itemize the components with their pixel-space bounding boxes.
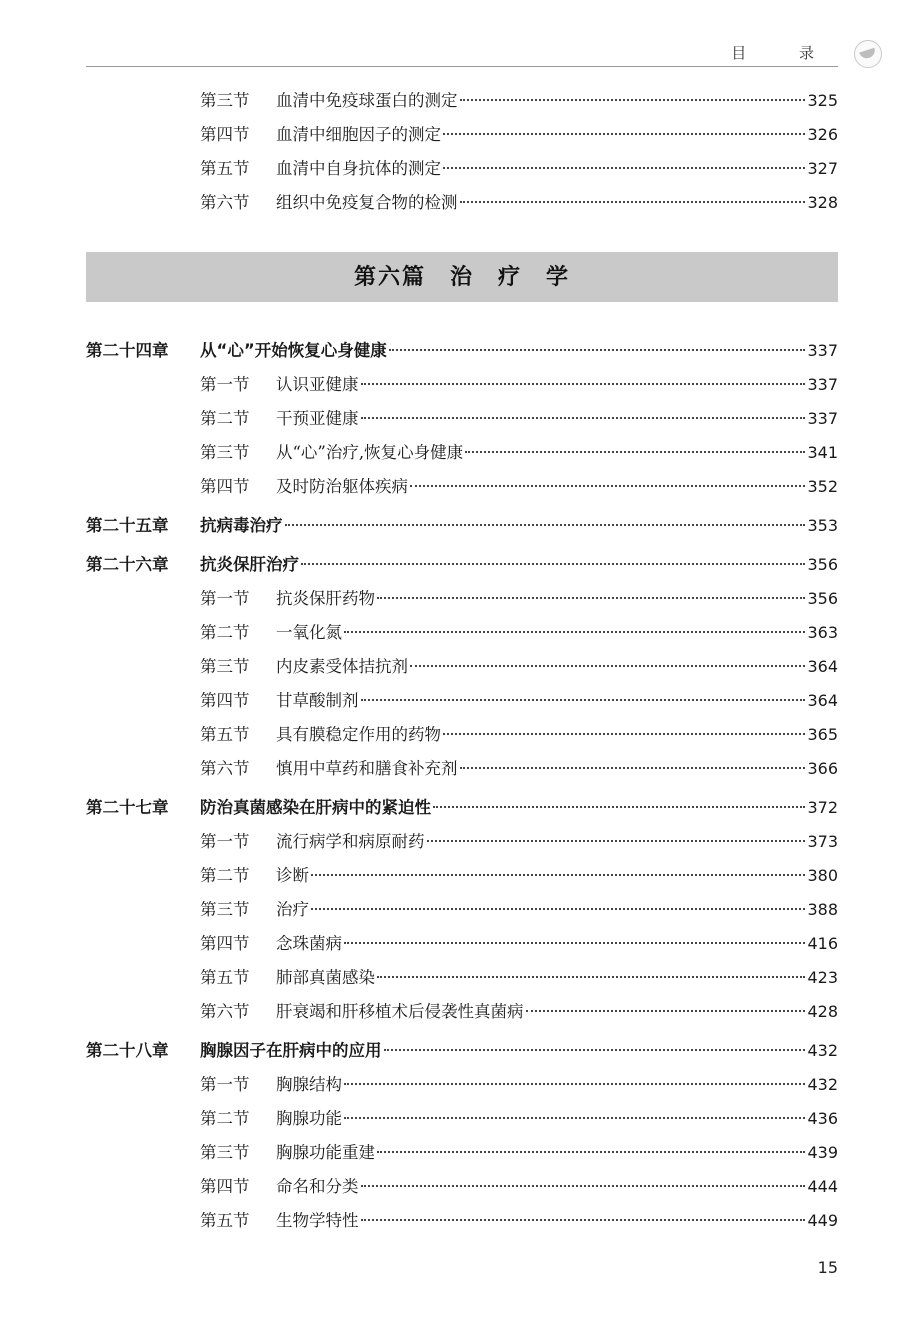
dot-leader <box>311 874 805 876</box>
toc-section-entry[interactable] <box>86 893 838 927</box>
page-ref: 337 <box>807 375 838 394</box>
toc-section-entry[interactable] <box>86 961 838 995</box>
page-corner-icon <box>854 40 882 68</box>
section-title: 流行病学和病原耐药 <box>276 832 425 851</box>
dot-leader <box>384 1049 806 1051</box>
chapter-title: 从“心”开始恢复心身健康 <box>200 341 387 360</box>
section-title: 血清中免疫球蛋白的测定 <box>276 91 458 110</box>
dot-leader <box>377 597 805 599</box>
toc-section-entry[interactable] <box>86 1068 838 1102</box>
page-ref: 373 <box>807 832 838 851</box>
chapter-number: 第二十四章 <box>86 341 169 360</box>
toc-section-entry[interactable] <box>86 402 838 436</box>
dot-leader <box>410 485 805 487</box>
section-number: 第三节 <box>200 1143 250 1162</box>
toc-top-sections <box>86 84 838 220</box>
page-ref: 439 <box>807 1143 838 1162</box>
section-number: 第四节 <box>200 1177 250 1196</box>
section-title: 认识亚健康 <box>276 375 359 394</box>
toc-chapters <box>86 334 838 1238</box>
section-title: 具有膜稳定作用的药物 <box>276 725 441 744</box>
section-title: 一氧化氮 <box>276 623 342 642</box>
page-ref: 444 <box>807 1177 838 1196</box>
section-title: 慎用中草药和膳食补充剂 <box>276 759 458 778</box>
section-number: 第三节 <box>200 443 250 462</box>
section-number: 第一节 <box>200 375 250 394</box>
section-title: 胸腺结构 <box>276 1075 342 1094</box>
section-number: 第一节 <box>200 1075 250 1094</box>
dot-leader <box>344 1117 805 1119</box>
section-title: 从“心”治疗,恢复心身健康 <box>276 443 464 462</box>
page-number: 15 <box>817 1258 838 1277</box>
page-ref: 363 <box>807 623 838 642</box>
toc-section-entry[interactable] <box>86 650 838 684</box>
section-number: 第二节 <box>200 623 250 642</box>
chapter-title: 抗炎保肝治疗 <box>200 555 299 574</box>
page-ref: 337 <box>807 409 838 428</box>
dot-leader <box>344 942 805 944</box>
section-title: 甘草酸制剂 <box>276 691 359 710</box>
section-title: 抗炎保肝药物 <box>276 589 375 608</box>
section-number: 第五节 <box>200 725 250 744</box>
section-title: 诊断 <box>276 866 309 885</box>
dot-leader <box>361 1219 806 1221</box>
page-ref: 341 <box>807 443 838 462</box>
section-number: 第一节 <box>200 589 250 608</box>
section-title: 血清中细胞因子的测定 <box>276 125 441 144</box>
section-number: 第六节 <box>200 193 250 212</box>
section-number: 第五节 <box>200 1211 250 1230</box>
toc-section-entry[interactable] <box>86 718 838 752</box>
toc-section-entry[interactable] <box>86 470 838 504</box>
page-ref: 432 <box>807 1075 838 1094</box>
page-ref: 356 <box>807 555 838 574</box>
page-ref: 353 <box>807 516 838 535</box>
page-ref: 327 <box>807 159 838 178</box>
dot-leader <box>344 1083 805 1085</box>
page-ref: 326 <box>807 125 838 144</box>
dot-leader <box>361 1185 806 1187</box>
dot-leader <box>410 665 805 667</box>
section-title: 命名和分类 <box>276 1177 359 1196</box>
toc-chapter-entry[interactable] <box>86 791 838 825</box>
section-number: 第四节 <box>200 477 250 496</box>
page-ref: 432 <box>807 1041 838 1060</box>
toc-chapter-entry[interactable] <box>86 1034 838 1068</box>
part-banner <box>86 252 838 302</box>
page-ref: 364 <box>807 691 838 710</box>
dot-leader <box>460 767 806 769</box>
section-title: 治疗 <box>276 900 309 919</box>
chapter-number: 第二十八章 <box>86 1041 169 1060</box>
page-ref: 337 <box>807 341 838 360</box>
section-number: 第四节 <box>200 934 250 953</box>
page-ref: 436 <box>807 1109 838 1128</box>
chapter-number: 第二十七章 <box>86 798 169 817</box>
section-number: 第二节 <box>200 1109 250 1128</box>
running-header <box>86 36 838 67</box>
dot-leader <box>301 563 805 565</box>
page-ref: 449 <box>807 1211 838 1230</box>
page-ref: 366 <box>807 759 838 778</box>
dot-leader <box>443 167 805 169</box>
section-title: 肝衰竭和肝移植术后侵袭性真菌病 <box>276 1002 524 1021</box>
section-number: 第三节 <box>200 657 250 676</box>
section-number: 第六节 <box>200 759 250 778</box>
chapter-number: 第二十五章 <box>86 516 169 535</box>
toc-section-entry[interactable] <box>86 436 838 470</box>
dot-leader <box>389 349 806 351</box>
toc-section-entry[interactable] <box>86 616 838 650</box>
section-title: 血清中自身抗体的测定 <box>276 159 441 178</box>
chapter-title: 胸腺因子在肝病中的应用 <box>200 1041 382 1060</box>
toc-section-entry[interactable] <box>86 186 838 220</box>
toc-section-entry[interactable] <box>86 152 838 186</box>
toc-section-entry[interactable] <box>86 825 838 859</box>
chapter-number: 第二十六章 <box>86 555 169 574</box>
dot-leader <box>526 1010 806 1012</box>
part-title: 第六篇 治 疗 学 <box>353 264 570 290</box>
toc-section-entry[interactable] <box>86 1204 838 1238</box>
section-number: 第五节 <box>200 968 250 987</box>
toc-section-entry[interactable] <box>86 859 838 893</box>
section-number: 第五节 <box>200 159 250 178</box>
section-title: 组织中免疫复合物的检测 <box>276 193 458 212</box>
section-title: 内皮素受体拮抗剂 <box>276 657 408 676</box>
toc-section-entry[interactable] <box>86 1136 838 1170</box>
page-ref: 356 <box>807 589 838 608</box>
page-ref: 365 <box>807 725 838 744</box>
section-title: 胸腺功能重建 <box>276 1143 375 1162</box>
section-title: 念珠菌病 <box>276 934 342 953</box>
page-ref: 372 <box>807 798 838 817</box>
section-title: 胸腺功能 <box>276 1109 342 1128</box>
section-number: 第一节 <box>200 832 250 851</box>
chapter-title: 防治真菌感染在肝病中的紧迫性 <box>200 798 431 817</box>
toc-section-entry[interactable] <box>86 368 838 402</box>
section-number: 第六节 <box>200 1002 250 1021</box>
section-title: 干预亚健康 <box>276 409 359 428</box>
toc-section-entry[interactable] <box>86 927 838 961</box>
toc-chapter-entry[interactable] <box>86 509 838 543</box>
dot-leader <box>443 733 805 735</box>
section-title: 肺部真菌感染 <box>276 968 375 987</box>
dot-leader <box>460 201 806 203</box>
toc-chapter-entry[interactable] <box>86 548 838 582</box>
page-ref: 428 <box>807 1002 838 1021</box>
section-number: 第三节 <box>200 91 250 110</box>
section-title: 及时防治躯体疾病 <box>276 477 408 496</box>
page-ref: 423 <box>807 968 838 987</box>
dot-leader <box>443 133 805 135</box>
toc-section-entry[interactable] <box>86 1170 838 1204</box>
dot-leader <box>361 699 806 701</box>
header-title: 目 录 <box>731 44 838 62</box>
dot-leader <box>361 417 806 419</box>
toc-section-entry[interactable] <box>86 752 838 786</box>
page-ref: 328 <box>807 193 838 212</box>
toc-chapter-entry[interactable] <box>86 334 838 368</box>
dot-leader <box>460 99 806 101</box>
toc-section-entry[interactable] <box>86 118 838 152</box>
toc-section-entry[interactable] <box>86 1102 838 1136</box>
toc-section-entry[interactable] <box>86 582 838 616</box>
section-number: 第四节 <box>200 125 250 144</box>
dot-leader <box>311 908 805 910</box>
dot-leader <box>427 840 806 842</box>
chapter-title: 抗病毒治疗 <box>200 516 283 535</box>
dot-leader <box>344 631 805 633</box>
toc-section-entry[interactable] <box>86 84 838 118</box>
toc-section-entry[interactable] <box>86 684 838 718</box>
dot-leader <box>433 806 805 808</box>
page-ref: 352 <box>807 477 838 496</box>
page-ref: 388 <box>807 900 838 919</box>
section-number: 第二节 <box>200 409 250 428</box>
dot-leader <box>377 976 805 978</box>
section-number: 第四节 <box>200 691 250 710</box>
dot-leader <box>465 451 805 453</box>
dot-leader <box>377 1151 805 1153</box>
section-number: 第二节 <box>200 866 250 885</box>
page-ref: 380 <box>807 866 838 885</box>
toc-section-entry[interactable] <box>86 995 838 1029</box>
page-ref: 416 <box>807 934 838 953</box>
dot-leader <box>361 383 806 385</box>
section-title: 生物学特性 <box>276 1211 359 1230</box>
page-ref: 325 <box>807 91 838 110</box>
section-number: 第三节 <box>200 900 250 919</box>
dot-leader <box>285 524 806 526</box>
page-ref: 364 <box>807 657 838 676</box>
